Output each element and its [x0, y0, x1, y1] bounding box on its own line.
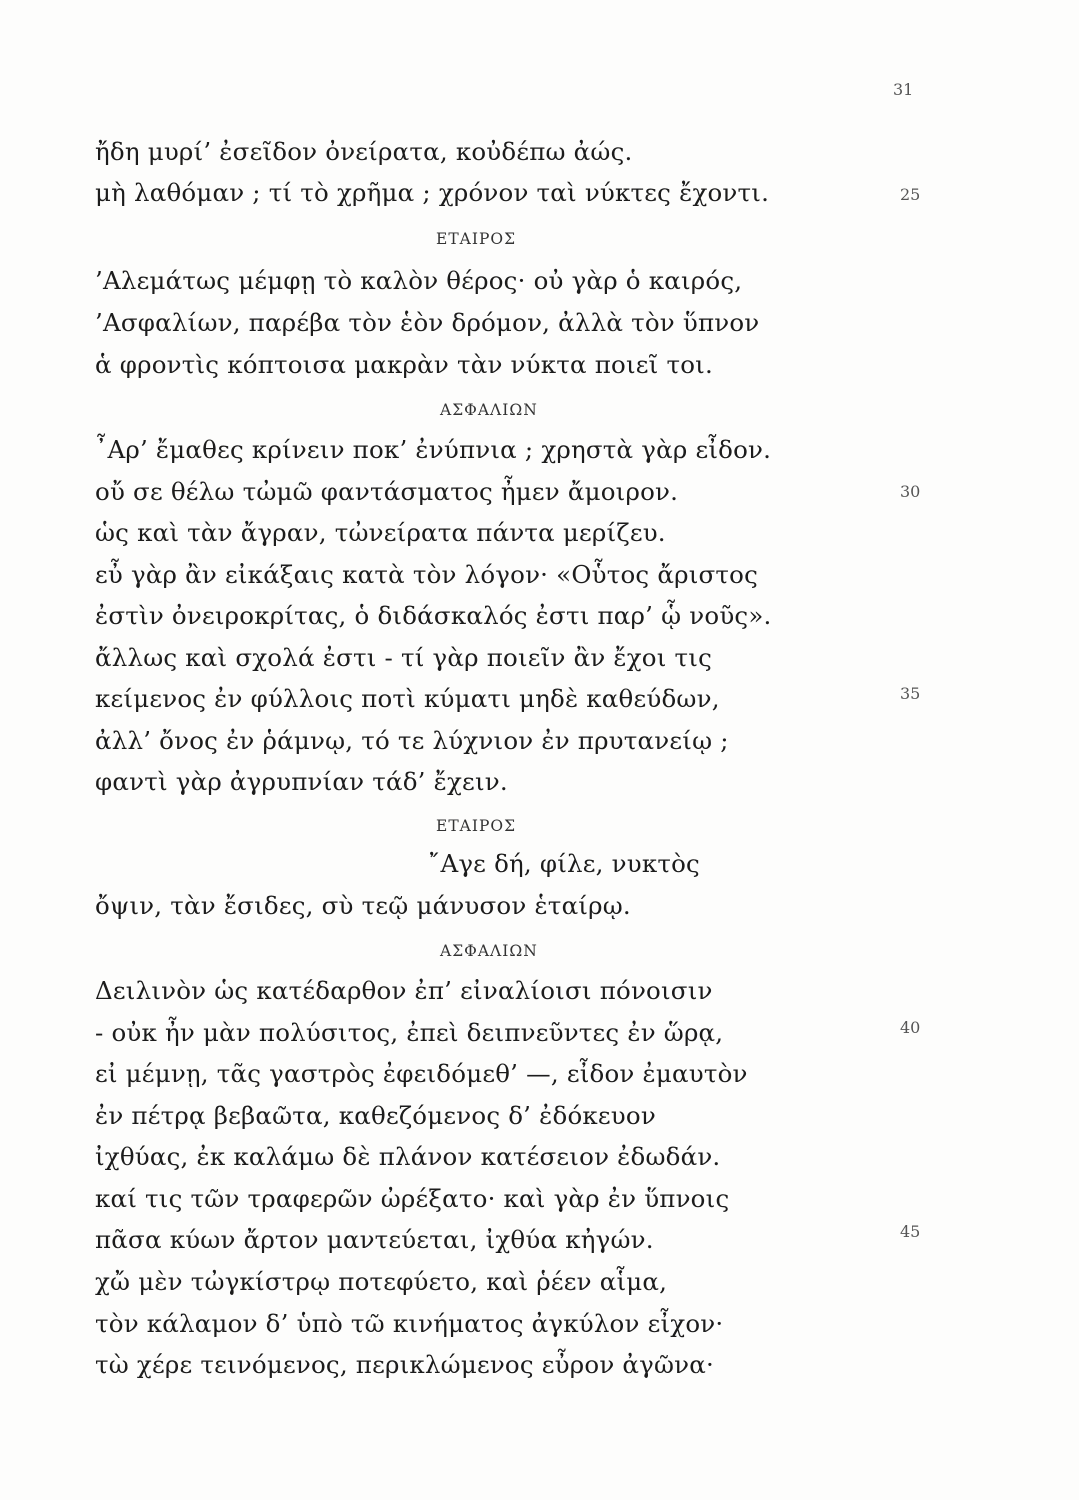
page-number: 31	[893, 80, 914, 99]
speaker-heading: ΕΤΑΙΡΟΣ	[436, 817, 517, 835]
verse-line: οὔ σε θέλω τὠμῶ φαντάσματος ἦμεν ἄμοιρον.	[95, 477, 679, 506]
line-number: 25	[900, 185, 921, 204]
verse-line: ’Αλεμάτως μέμφῃ τὸ καλὸν θέρος· οὐ γὰρ ὁ καιρός,	[95, 266, 743, 295]
verse-line: ’Ασφαλίων, παρέβα τὸν ἑὸν δρόμον, ἀλλὰ τὸν ὕπνον	[95, 308, 760, 337]
verse-line: τὸν κάλαμον δ’ ὑπὸ τῶ κινήματος ἀγκύλον εἶχον·	[95, 1309, 724, 1338]
verse-line: καί τις τῶν τραφερῶν ὠρέξατο· καὶ γὰρ ἐν ὕπνοις	[95, 1184, 730, 1213]
verse-line: Δειλινὸν ὡς κατέδαρθον ἐπ’ εἰναλίοισι πόνοισιν	[95, 976, 713, 1005]
verse-line: ἤδη μυρί’ ἐσεῖδον ὀνείρατα, κοὐδέπω ἀώς.	[95, 137, 633, 166]
verse-line: πᾶσα κύων ἄρτον μαντεύεται, ἰχθύα κἠγών.	[95, 1225, 654, 1254]
speaker-heading: ΑΣΦΑΛΙΩΝ	[440, 942, 538, 960]
verse-line: ὄψιν, τὰν ἔσιδες, σὺ τεῷ μάνυσον ἑταίρῳ.	[95, 891, 631, 920]
verse-line: φαντὶ γὰρ ἀγρυπνίαν τάδ’ ἔχειν.	[95, 767, 508, 796]
verse-line: ἀλλ’ ὄνος ἐν ῥάμνῳ, τό τε λύχνιον ἐν πρυτανείῳ ;	[95, 726, 729, 755]
line-number: 45	[900, 1222, 921, 1241]
speaker-heading: ΕΤΑΙΡΟΣ	[436, 230, 517, 248]
verse-line: ἄλλως καὶ σχολά ἐστι - τί γὰρ ποιεῖν ἂν ἔχοι τις	[95, 643, 713, 672]
verse-line: τὼ χέρε τεινόμενος, περικλώμενος εὖρον ἀγῶνα·	[95, 1350, 714, 1379]
line-number: 35	[900, 684, 921, 703]
verse-line: κείμενος ἐν φύλλοις ποτὶ κύματι μηδὲ καθεύδων,	[95, 684, 720, 713]
verse-line: χὤ μὲν τὠγκίστρῳ ποτεφύετο, καὶ ῥέεν αἷμα,	[95, 1267, 668, 1296]
verse-line: εἰ μέμνῃ, τᾶς γαστρὸς ἐφειδόμεθ’ —, εἶδον ἐμαυτὸν	[95, 1059, 748, 1088]
verse-line: μὴ λαθόμαν ; τί τὸ χρῆμα ; χρόνον ταὶ νύκτες ἔχοντι.	[95, 178, 770, 207]
verse-line: ἐστὶν ὀνειροκρίτας, ὁ διδάσκαλός ἐστι παρ’ ᾧ νοῦς».	[95, 601, 772, 630]
verse-line: - οὐκ ἦν μὰν πολύσιτος, ἐπεὶ δειπνεῦντες ἐν ὥρᾳ,	[95, 1018, 724, 1047]
line-number: 40	[900, 1018, 921, 1037]
verse-line: ἐν πέτρᾳ βεβαῶτα, καθεζόμενος δ’ ἐδόκευον	[95, 1101, 656, 1130]
verse-line: ἰχθύας, ἐκ καλάμω δὲ πλάνον κατέσειον ἐδωδάν.	[95, 1142, 721, 1171]
verse-line: εὖ γὰρ ἂν εἰκάξαις κατὰ τὸν λόγον· «Οὗτος ἄριστος	[95, 560, 759, 589]
verse-line: ὡς καὶ τὰν ἄγραν, τὠνείρατα πάντα μερίζευ.	[95, 518, 666, 547]
speaker-heading: ΑΣΦΑΛΙΩΝ	[440, 401, 538, 419]
verse-line: ῎Αγε δή, φίλε, νυκτὸς	[428, 849, 700, 878]
verse-line: ῏Αρ’ ἔμαθες κρίνειν ποκ’ ἐνύπνια ; χρηστὰ γὰρ εἶδον.	[95, 435, 772, 464]
verse-line: ἁ φροντὶς κόπτοισα μακρὰν τὰν νύκτα ποιεῖ τοι.	[95, 350, 713, 379]
line-number: 30	[900, 482, 921, 501]
